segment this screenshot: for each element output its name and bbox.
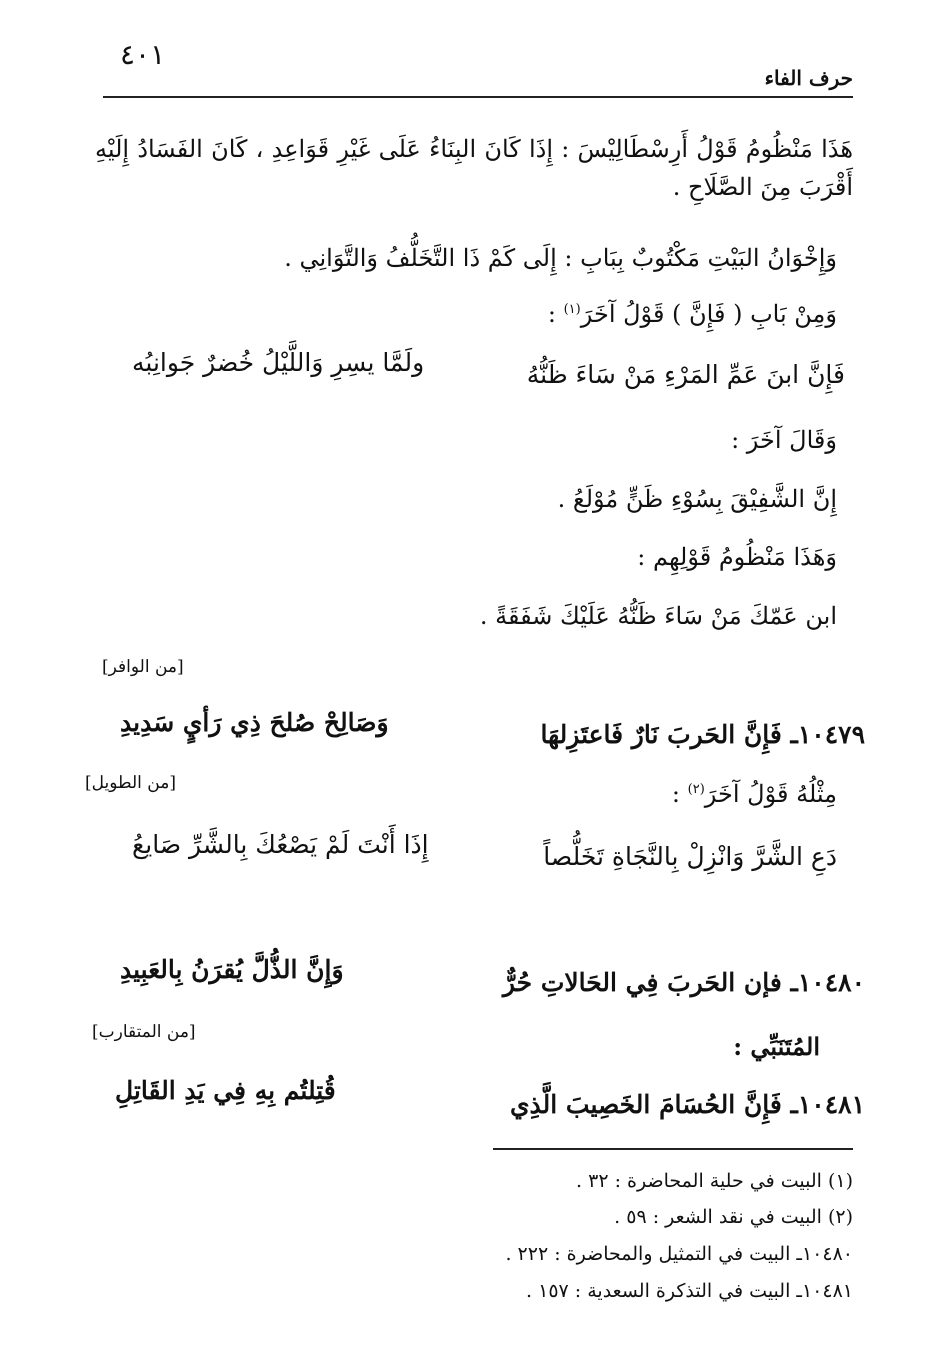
meter-label: [من الطويل] [85,773,176,793]
meter-label: [من الوافر] [102,657,184,677]
page-number: ٤٠١ [120,38,166,71]
entry-number: ١٠٤٧٩ـ [790,720,865,749]
footnote-ref: (٢) [687,782,705,797]
hemistich-right: فإن الحَربَ فِي الحَالاتِ حُرٌّ [502,968,782,997]
hemistich-left: وَإِنَّ الذُّلَّ يُقرَنُ بِالعَبِيدِ [120,955,344,984]
meter-label: [من المتقارب] [92,1022,196,1042]
footnote: ١٠٤٨١ـ البيت في التذكرة السعدية : ١٥٧ . [526,1280,853,1302]
verse-right: فَإِنَّ ابنَ عَمِّ المَرْءِ مَنْ سَاءَ ظَنُّهُ [526,360,845,389]
running-head: حرف الفاء [764,66,853,90]
text-line-end: : [671,780,688,808]
footnote-rule [493,1148,853,1150]
entry-verse [510,1090,865,1119]
footnote-ref: (١) [563,302,581,317]
footnote: ١٠٤٨٠ـ البيت في التمثيل والمحاضرة : ٢٢٢ . [505,1243,853,1265]
intro-paragraph: هَذَا مَنْظُومُ قَوْلُ أَرِسْطَالِيْسَ : إِذَا كَانَ البِنَاءُ عَلَى غَيْرِ قَوَاعِدِ ، كَانَ الفَسَادُ إِلَيْهِ أَقْرَبَ مِنَ الصَّلَاحِ . [95,135,853,202]
poet-name: المُتَنَبِّي : [733,1032,820,1061]
entry-number: ١٠٤٨١ـ [790,1090,865,1119]
hemistich-left: قُتِلتُم بِهِ فِي يَدِ القَاتِلِ [115,1076,336,1105]
entry-verse [541,720,865,749]
hemistich-left: وَصَالِحْ صُلحَ ذِي رَأيٍ سَدِيدِ [120,708,389,737]
text-line-end: : [547,300,564,328]
text-line: وَهَذَا مَنْظُومُ قَوْلِهِم : [637,543,837,571]
header-rule [103,96,853,98]
footnote: (٢) البيت في نقد الشعر : ٥٩ . [614,1206,853,1228]
text-line: وَإِخْوَانُ البَيْتِ مَكْتُوبٌ بِبَابِ : إِلَى كَمْ ذَا التَّخَلُّفُ وَالتَّوَانِي . [284,244,837,272]
verse-left: إِذَا أَنْتَ لَمْ يَصْعُكَ بِالشَّرِّ صَايعُ [132,830,429,859]
text-line: وَقَالَ آخَرَ : [731,426,837,454]
text-line-body: مِثْلُهُ قَوْلُ آخَرَ [704,780,837,808]
entry-number: ١٠٤٨٠ـ [790,968,865,997]
text-line: إِنَّ الشَّفِيْقَ بِسُوْءِ ظَنٍّ مُوْلَعُ . [557,485,837,513]
text-line: ابن عَمّكَ مَنْ سَاءَ ظَنُّهُ عَلَيْكَ شَفَقَةً . [479,602,837,630]
verse-left: ولَمَّا يسِرِ وَاللَّيْلُ خُضرٌ جَوانِبُه [132,348,425,377]
text-line [548,300,837,328]
hemistich-right: فَإِنَّ الحَربَ نَارٌ فَاعتَزِلهَا [540,720,782,749]
verse-right: دَعِ الشَّرَّ وَانْزِلْ بِالنَّجَاةِ تَخَلُّصاً [543,842,837,871]
hemistich-right: فَإِنَّ الحُسَامَ الخَصِيبَ الَّذِي [509,1090,782,1119]
text-line-body: وَمِنْ بَابِ ( فَإِنَّ ) قَوْلُ آخَرَ [580,300,837,328]
footnote: (١) البيت في حلية المحاضرة : ٣٢ . [576,1170,853,1192]
text-line [672,780,837,808]
entry-verse [503,968,865,997]
